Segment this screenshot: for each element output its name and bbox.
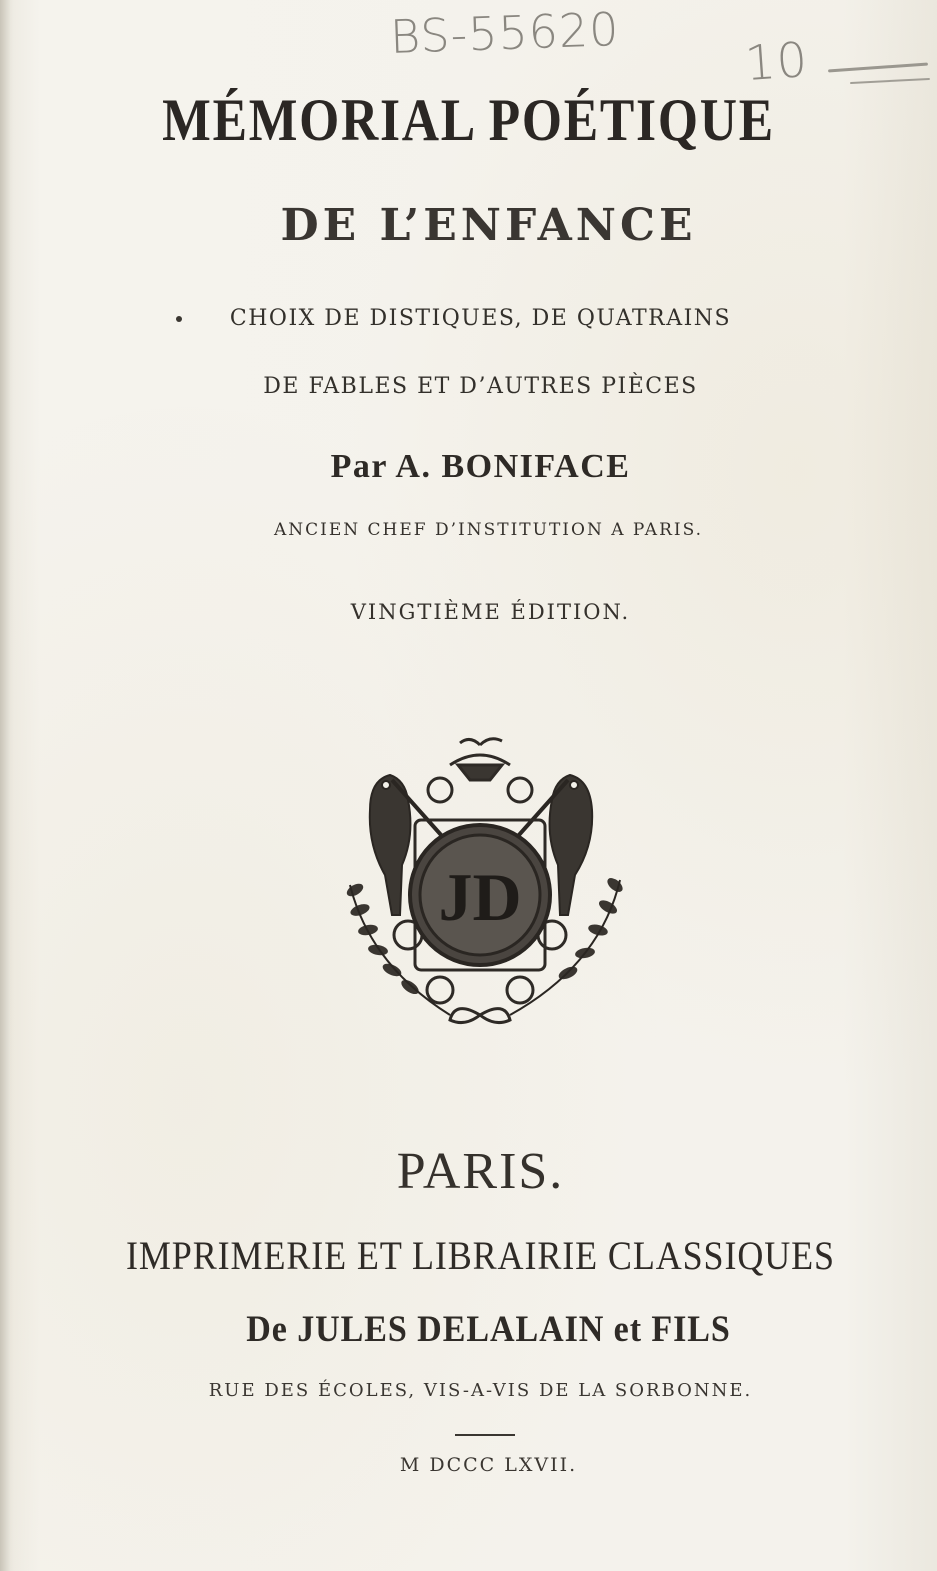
ribbon-bow-icon xyxy=(450,1009,510,1023)
author-role: ANCIEN CHEF D’INSTITUTION A PARIS. xyxy=(273,520,704,540)
divider-rule xyxy=(455,1434,515,1436)
book-title: MÉMORIAL POÉTIQUE xyxy=(162,87,775,153)
publisher-line-1: IMPRIMERIE ET LIBRAIRIE CLASSIQUES xyxy=(126,1233,835,1278)
book-subtitle: DE L’ENFANCE xyxy=(280,200,697,251)
monogram-medallion xyxy=(410,825,550,965)
page-spine-edge xyxy=(0,0,10,1571)
edition-label: VINGTIÈME ÉDITION. xyxy=(350,600,631,624)
lamp-icon xyxy=(428,739,532,802)
handwritten-shelfmark: BS-55620 xyxy=(389,2,621,64)
handwritten-stroke xyxy=(828,63,928,73)
publisher-address: RUE DES ÉCOLES, VIS-A-VIS DE LA SORBONNE. xyxy=(208,1380,753,1401)
monogram-text: JD xyxy=(438,859,522,935)
author-name: Par A. BONIFACE xyxy=(330,448,631,485)
publisher-line-2: De JULES DELALAIN et FILS xyxy=(246,1309,731,1350)
handwritten-number: 10 xyxy=(743,31,810,93)
description-line-1: CHOIX DE DISTIQUES, DE QUATRAINS xyxy=(229,306,732,331)
description-line-2: DE FABLES ET D’AUTRES PIÈCES xyxy=(263,374,698,399)
handwritten-stroke xyxy=(850,78,930,84)
publication-year: M DCCC LXVII. xyxy=(399,1454,578,1476)
publisher-emblem xyxy=(330,735,630,1030)
imprint-city: PARIS. xyxy=(396,1143,565,1200)
